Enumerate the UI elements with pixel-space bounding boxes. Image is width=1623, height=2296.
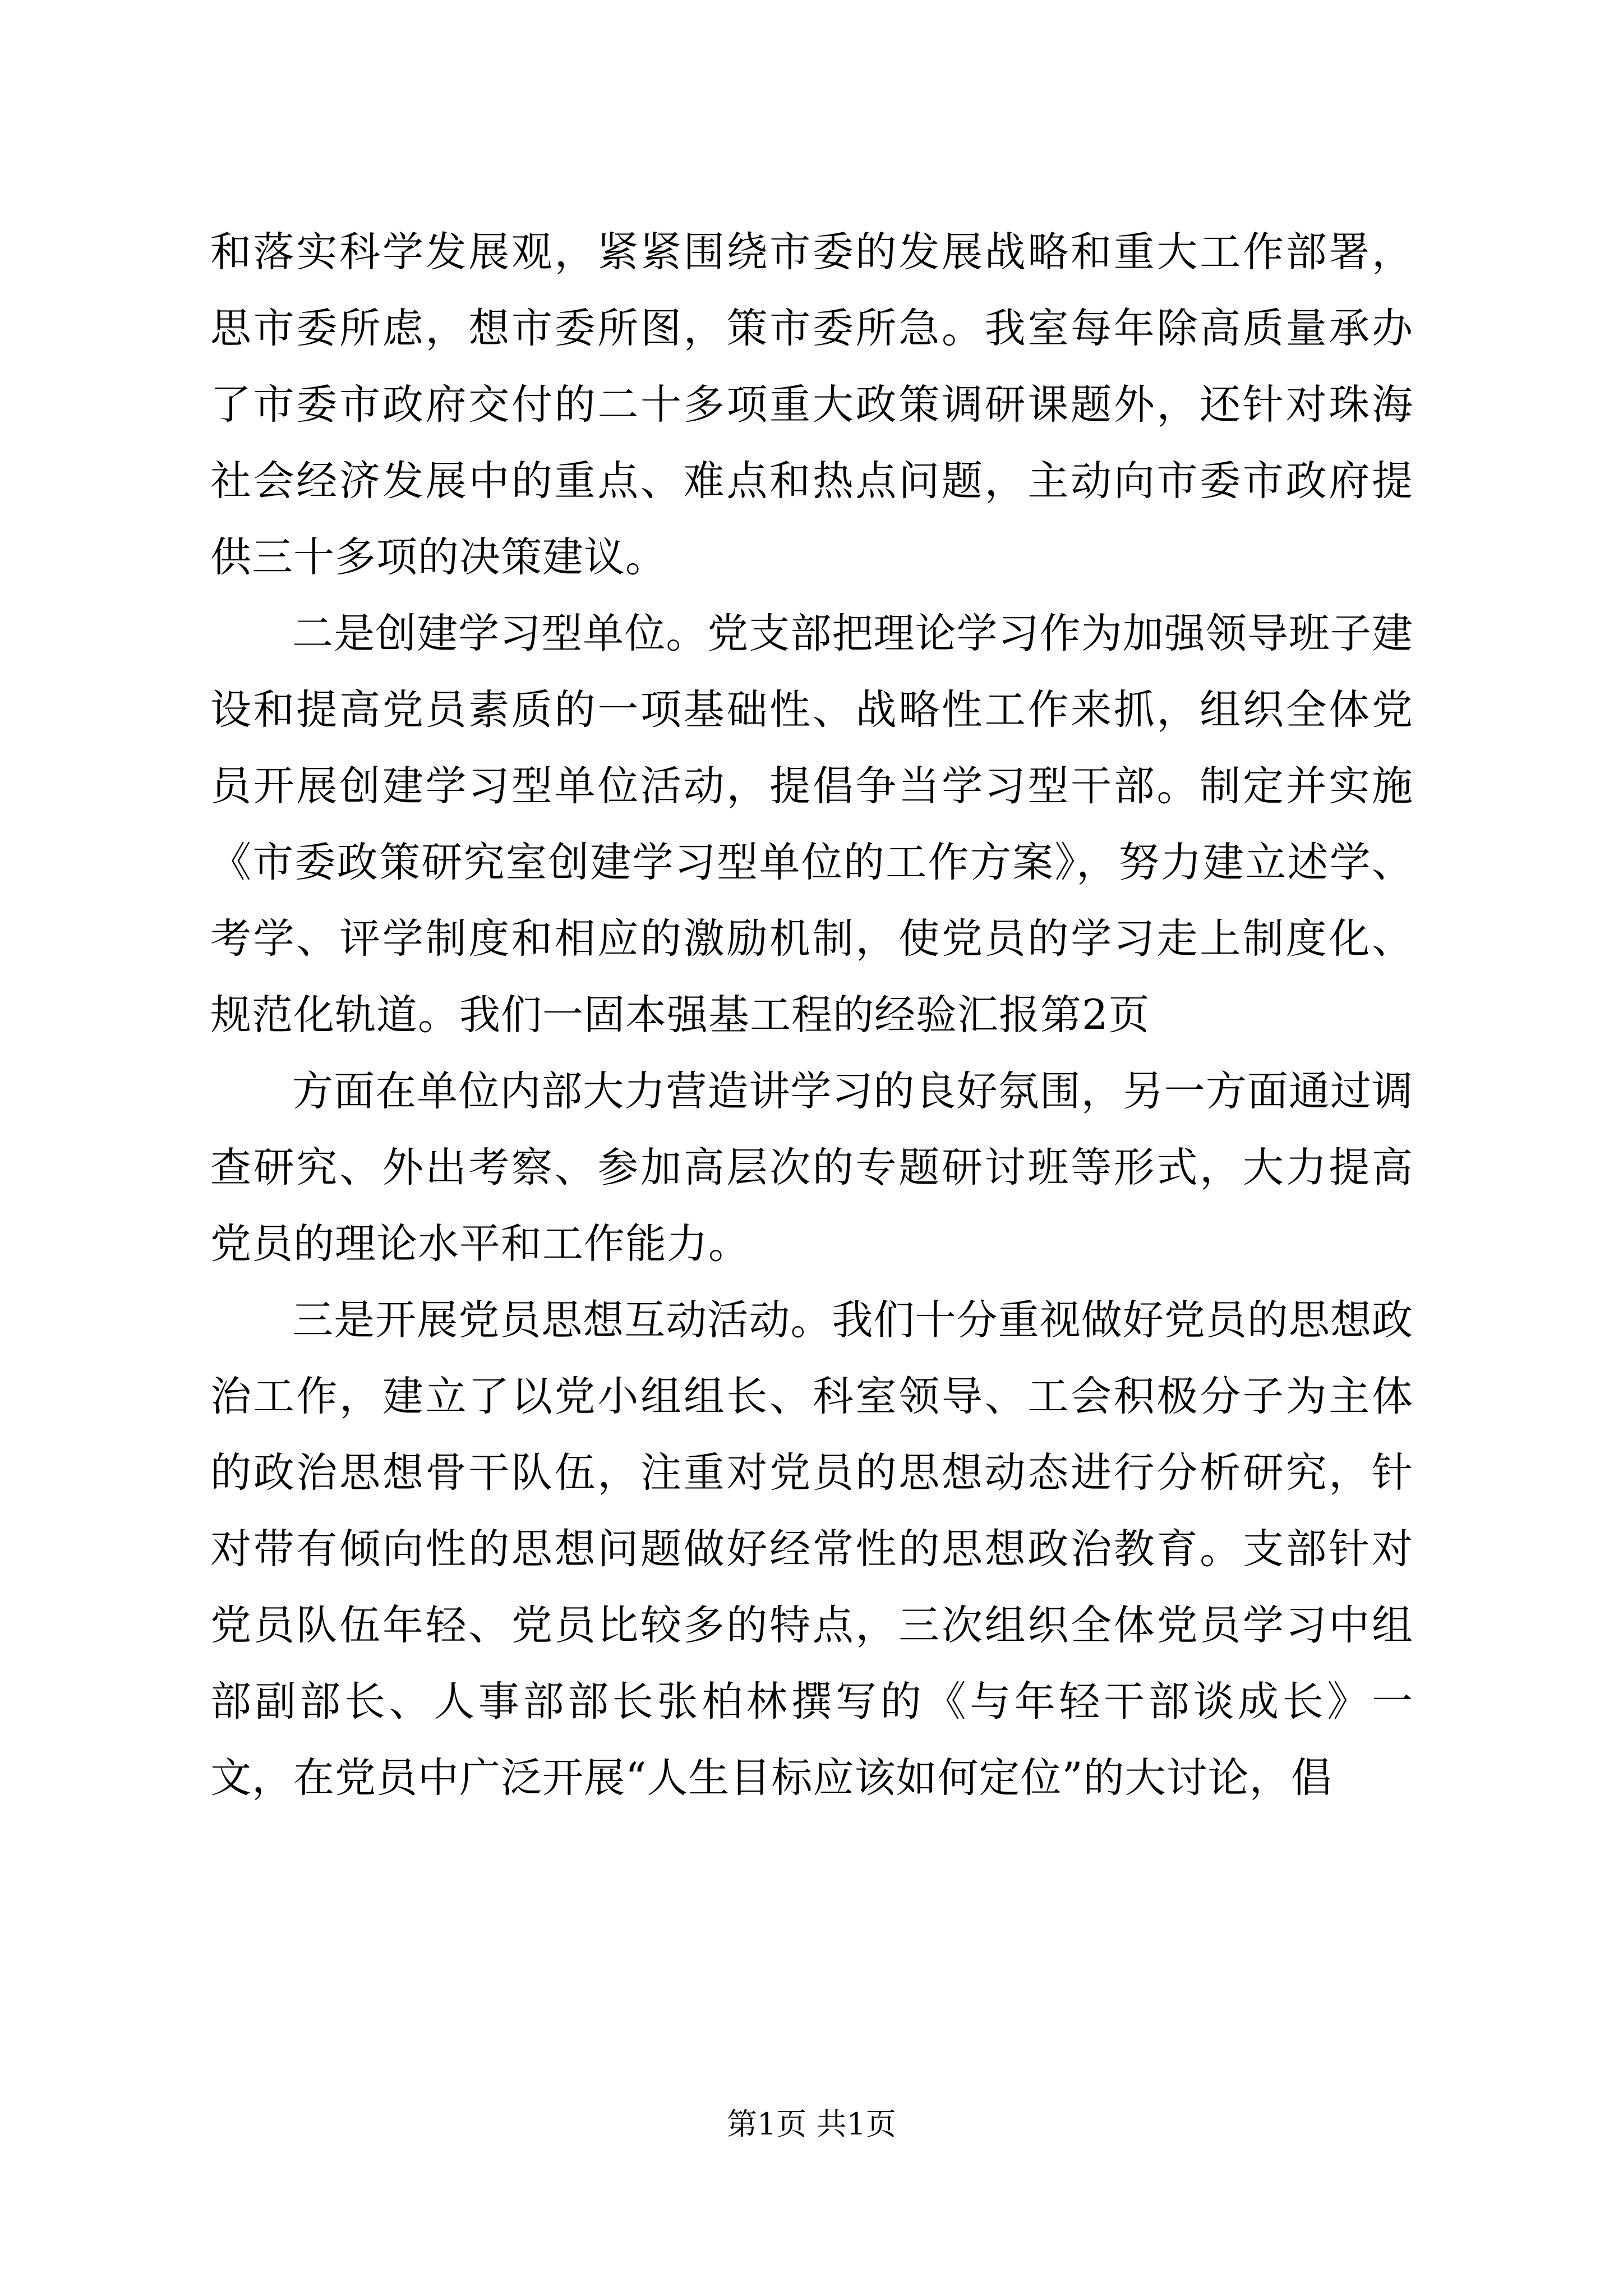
paragraph-learning-unit: 二是创建学习型单位。党支部把理论学习作为加强领导班子建设和提高党员素质的一项基础性、战略性工作来抓，组织全体党员开展创建学习型单位活动，提倡争当学习型干部。制定并实施《市委政策研究室创建学习型单位的工作方案》，努力建立述学、考学、评学制度和相应的激励机制，使党员的学习走上制度化、规范化轨道。我们一固本强基工程的经验汇报第2页 (210, 610, 1413, 1039)
paragraph-continuation: 和落实科学发展观，紧紧围绕市委的发展战略和重大工作部署，思市委所虑，想市委所图，策市委所急。我室每年除高质量承办了市委市政府交付的二十多项重大政策调研课题外，还针对珠海社会经济发展中的重点、难点和热点问题，主动向市委市政府提供三十多项的决策建议。 (210, 228, 1413, 581)
page-footer: 第1页 共1页 (727, 2106, 896, 2142)
document-body (210, 214, 1413, 1816)
paragraph-thought-interaction: 三是开展党员思想互动活动。我们十分重视做好党员的思想政治工作，建立了以党小组组长、科室领导、工会积极分子为主体的政治思想骨干队伍，注重对党员的思想动态进行分析研究，针对带有倾向性的思想问题做好经常性的思想政治教育。支部针对党员队伍年轻、党员比较多的特点，三次组织全体党员学习中组部副部长、人事部部长张柏林撰写的《与年轻干部谈成长》一文，在党员中广泛开展“人生目标应该如何定位”的大讨论，倡 (210, 1296, 1413, 1802)
paragraph-learning-atmosphere: 方面在单位内部大力营造讲学习的良好氛围，另一方面通过调查研究、外出考察、参加高层次的专题研讨班等形式，大力提高党员的理论水平和工作能力。 (210, 1068, 1413, 1268)
